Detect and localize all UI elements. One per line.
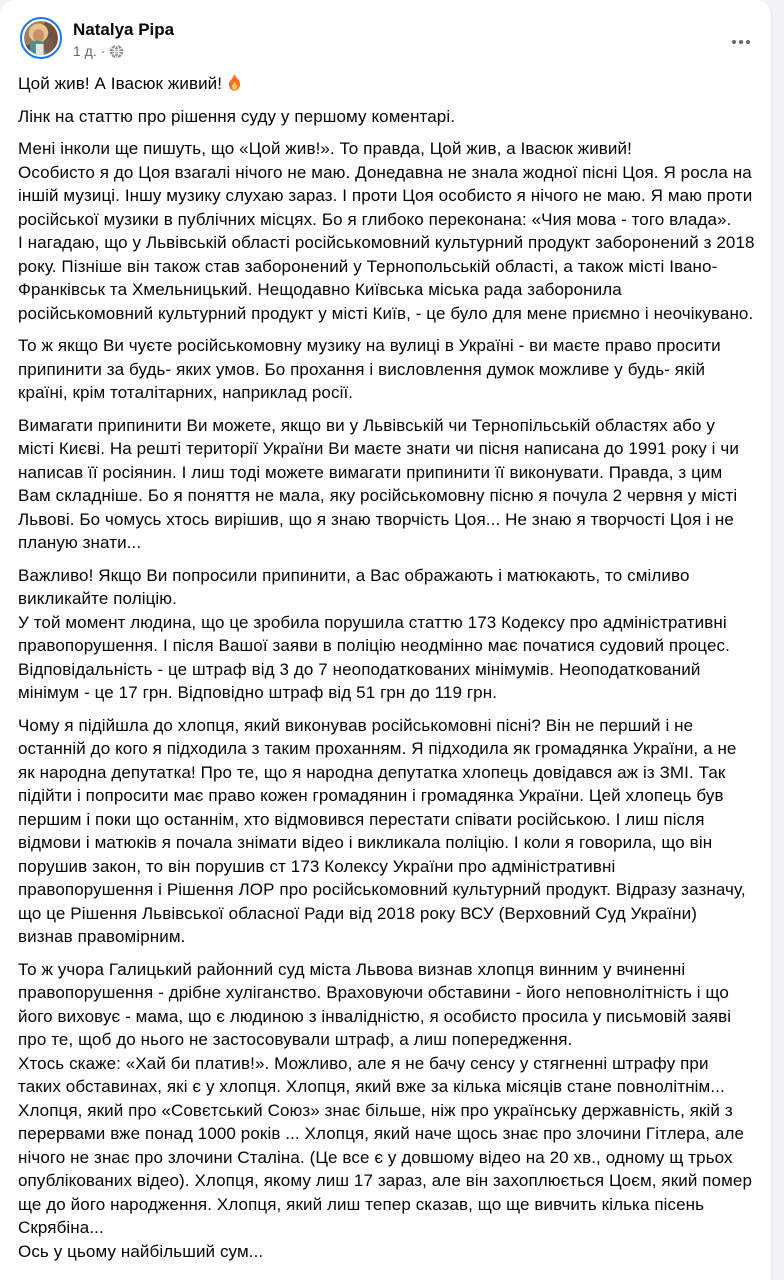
header-info: [73, 17, 174, 59]
post-body: [0, 59, 771, 1280]
timestamp[interactable]: 1 д.: [73, 43, 97, 59]
post-text-line: Цой жив! А Івасюк живий!: [18, 74, 223, 93]
post-text-line: То ж учора Галицький районний суд міста Львова визнав хлопця винним у вчиненні правопорушення - дрібне хуліганство. Враховуючи обставини - його неповнолітність і що його виховує - мама, що є людиною з інвалідністю, я особисто просила у письмовій заяві про те, щоб до нього не застосовували штраф, а лиш попередження.: [18, 959, 732, 1049]
post-paragraph: [18, 714, 755, 949]
post-paragraph: [18, 334, 755, 405]
post-text-line: Особисто я до Цоя взагалі нічого не маю. Донедавна не знала жодної пісні Цоя. Я росла на іншій музиці. Іншу музику слухаю зараз. І проти Цоя особисто я нічого не маю. Я маю проти російської музики в публічних місцях. Бо я глибоко переконана: «Чия мова - того влада».: [18, 162, 753, 229]
post-text-line: У той момент людина, що це зробила порушила статтю 173 Кодексу про адміністративні правопорушення. І після Вашої заяви в поліцію неодмінно має початися судовий процес. Відповідальність - це штраф від 3 до 7 неоподаткованих мінімумів. Неоподаткований мінімум - це 17 грн. Відповідно штраф від 51 грн до 119 грн.: [18, 612, 730, 702]
avatar[interactable]: [20, 17, 62, 59]
ellipsis-icon: [739, 40, 743, 44]
meta-separator: ·: [100, 43, 106, 59]
post-paragraph: [18, 414, 755, 555]
ellipsis-icon: [732, 40, 736, 44]
post-paragraph: [18, 72, 755, 96]
post-text-line: Вимагати припинити Ви можете, якщо ви у Львівській чи Тернопільській областях або у місті Києві. На решті території України Ви маєте знати чи пісня написана до 1991 року і чи написав її росіянин. І лиш тоді можете вимагати припинити її виконувати. Правда, з цим Вам складніше. Бо я поняття не мала, яку російськомовну пісню я почула 2 червня у місті Львові. Бо чомусь хтось вирішив, що я знаю творчість Цоя... Не знаю я творчості Цоя і не планую знати...: [18, 415, 739, 552]
globe-icon: [109, 44, 124, 59]
post-text-line: Ось у цьому найбільший сум...: [18, 1241, 264, 1261]
author-name[interactable]: Natalya Pipa: [73, 20, 175, 39]
post-header: [0, 0, 771, 59]
post-text-line: То ж якщо Ви чуєте російськомовну музику на вулиці в Україні - ви маєте право просити припинити за будь- яких умов. Бо прохання і висловлення думок можливе у будь- якій країні, крім тоталітарних, наприклад росії.: [18, 336, 721, 402]
post-paragraph: [18, 564, 755, 705]
post-text-line: І нагадаю, що у Львівській області російськомовний культурний продукт заборонений з 2018 року. Пізніше він також став заборонений у Тернопольській області, а також місті Івано- Франківськ та Хмельницький. Нещодавно Київська міська рада заборонила російськомовний культурний продукт у місті Київ, - це було для мене приємно і неочікувано.: [18, 233, 755, 323]
post-paragraph: [18, 958, 755, 1264]
ellipsis-icon: [746, 40, 750, 44]
post-text-line: Хтось скаже: «Хай би платив!». Можливо, але я не бачу сенсу у стягненні штрафу при таких обставинах, які є у хлопця. Хлопця, який вже за кілька місяців стане повнолітнім... Хлопця, який про «Совєтський Союз» знає більше, ніж про українську державність, якій з перервами вже понад 1000 років ... Хлопця, який наче щось знає про злочини Гітлера, але нічого не знає про злочини Сталіна. (Це все є у довшому відео на 20 хв., одному щ трьох опублікованих відео). Хлопця, якому лиш 17 зараз, але він захоплюється Цоєм, який помер ще до його народження. Хлопця, який лиш тепер сказав, що ще вивчить кілька пісень Скрябіна...: [18, 1053, 753, 1237]
post-text-line: Чому я підійшла до хлопця, який виконував російськомовні пісні? Він не перший і не останній до кого я підходила з таким проханням. Я підходила як громадянка України, а не як народна депутатка! Про те, що я народна депутатка хлопець довідався аж із ЗМІ. Так підійти і попросити має право кожен громадянин і громадянка України. Цей хлопець був першим і поки що останнім, хто відмовився перестати співати російською. І лиш після відмови і матюків я почала знімати відео і викликала поліцію. І коли я говорила, що він порушив закон, то він порушив ст 173 Колексу України про адміністративні правопорушення і Рішення ЛОР про російськомовний культурний продукт. Відразу зазначу, що це Рішення Львівської обласної Ради від 2018 року ВСУ (Верховний Суд України) визнав правомірним.: [18, 715, 746, 946]
post-text-line: Лінк на статтю про рішення суду у першому коментарі.: [18, 106, 456, 126]
avatar-photo: [24, 21, 58, 55]
post-text-line: Мені інколи ще пишуть, що «Цой жив!». То правда, Цой жив, а Івасюк живий!: [18, 139, 632, 158]
post-text-line: Важливо! Якщо Ви попросили припинити, а Вас ображають і матюкають, то сміливо викликайте поліцію.: [18, 565, 690, 608]
more-options-button[interactable]: [723, 24, 759, 60]
fire-icon: [225, 73, 244, 92]
post-paragraph: [18, 137, 755, 325]
post-paragraph: [18, 105, 755, 129]
post-meta: [73, 43, 174, 59]
